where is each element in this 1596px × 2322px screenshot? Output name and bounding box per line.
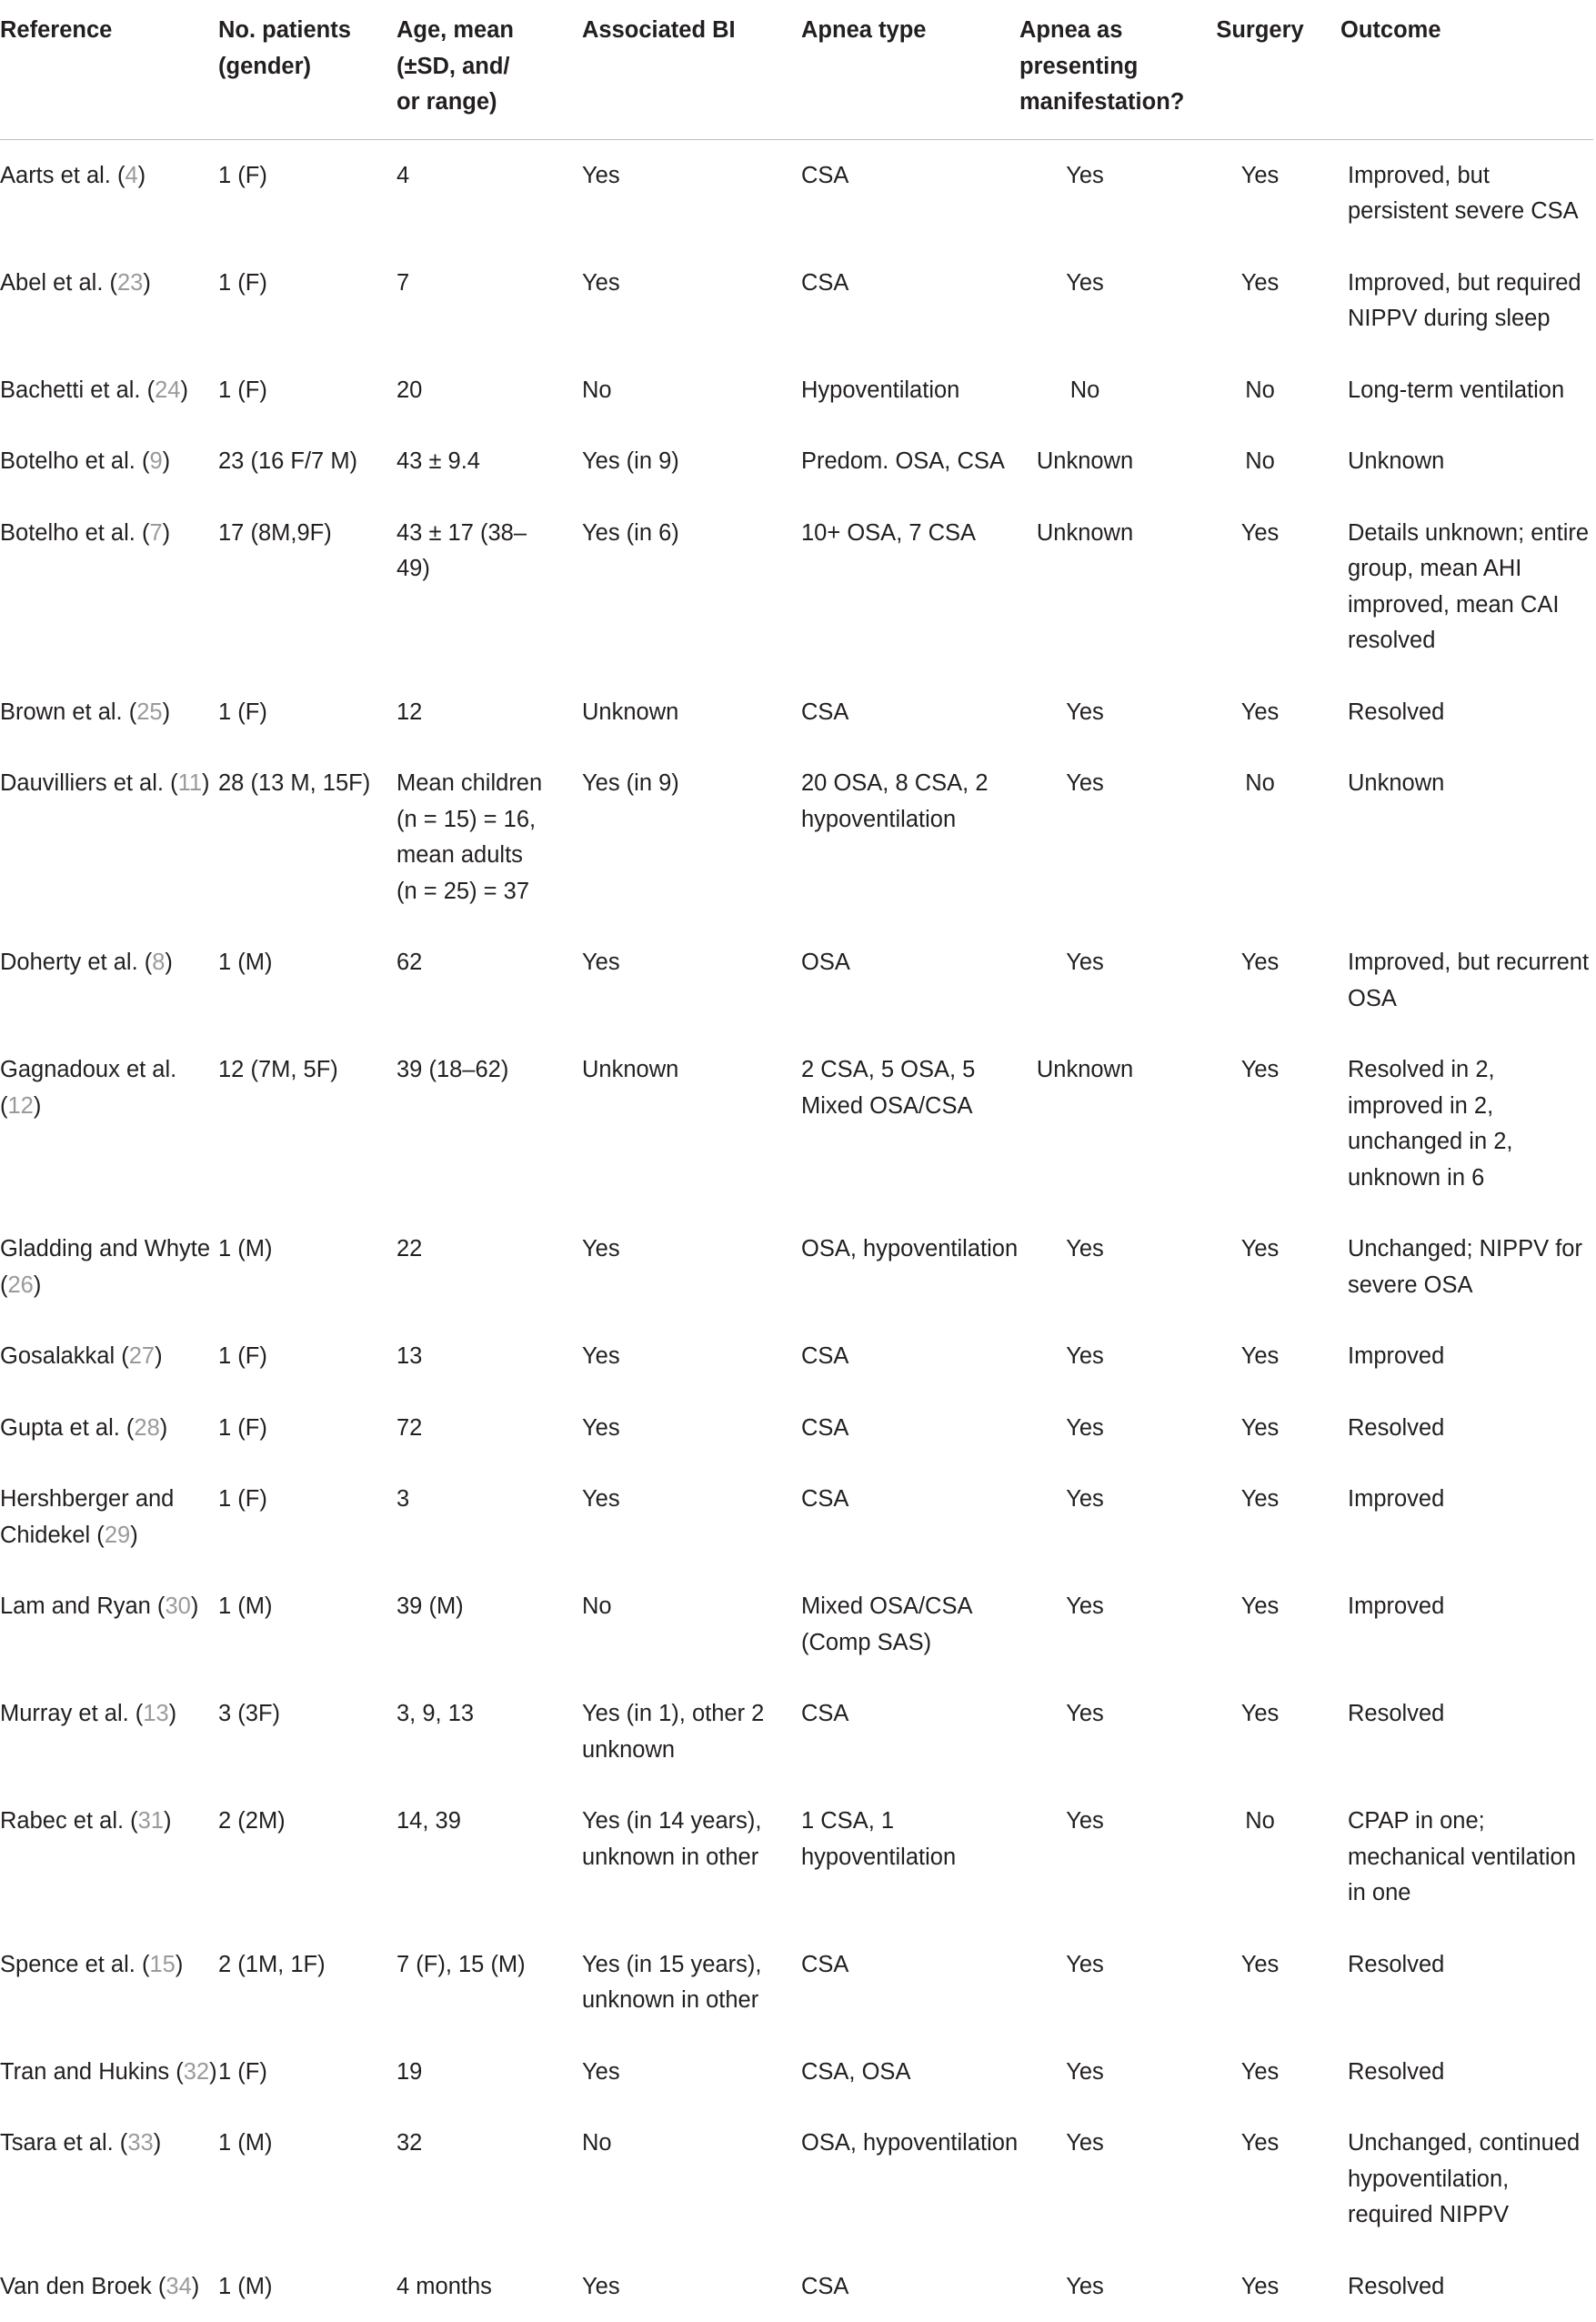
reference-citation-link[interactable]: 23 [117,270,143,296]
patients-cell: 1 (M) [218,2107,396,2251]
table-row [0,748,1593,927]
reference-author: Doherty et al. ( [0,950,152,975]
reference-cell [0,498,218,677]
associated-bi-cell: Yes [582,2036,801,2108]
surgery-cell: Yes [1179,1929,1340,2036]
outcome-cell: Resolved [1340,677,1593,749]
associated-bi-cell: Yes (in 1), other 2 unknown [582,1678,801,1785]
age-cell: Mean children (n = 15) = 16, mean adults (n = 25) = 37 [396,748,582,927]
surgery-cell: Yes [1179,677,1340,749]
presenting-cell: Yes [1019,1392,1179,1464]
age-cell: 14, 39 [396,1785,582,1929]
table-row [0,927,1593,1034]
surgery-cell: Yes [1179,1321,1340,1392]
reference-citation-link[interactable]: 7 [149,520,162,546]
presenting-cell: Yes [1019,1571,1179,1678]
reference-author: Spence et al. ( [0,1952,149,1977]
outcome-cell: Improved, but recurrent OSA [1340,927,1593,1034]
surgery-cell: Yes [1179,139,1340,247]
reference-cell [0,1463,218,1571]
surgery-cell: Yes [1179,927,1340,1034]
apnea-type-cell: 1 CSA, 1 hypoventilation [801,1785,1019,1929]
outcome-cell: Resolved [1340,2251,1593,2322]
patients-cell: 1 (F) [218,1321,396,1392]
header-surgery: Surgery [1179,0,1340,139]
reference-close-paren: ) [209,2059,217,2085]
age-cell: 22 [396,1213,582,1321]
associated-bi-cell: Yes [582,1321,801,1392]
associated-bi-cell: Yes [582,1213,801,1321]
surgery-cell: Yes [1179,1463,1340,1571]
table-row [0,2251,1593,2322]
age-cell: 43 ± 17 (38–49) [396,498,582,677]
presenting-cell: No [1019,355,1179,427]
reference-citation-link[interactable]: 32 [184,2059,209,2085]
reference-citation-link[interactable]: 24 [155,377,180,403]
table-row [0,1929,1593,2036]
surgery-cell: No [1179,748,1340,927]
presenting-cell: Yes [1019,2251,1179,2322]
table-row [0,1463,1593,1571]
apnea-type-cell: CSA, OSA [801,2036,1019,2108]
reference-cell [0,2036,218,2108]
presenting-cell: Yes [1019,1929,1179,2036]
reference-close-paren: ) [192,2274,200,2299]
patients-cell: 1 (F) [218,1392,396,1464]
outcome-cell: Resolved [1340,1678,1593,1785]
reference-author: Van den Broek ( [0,2274,166,2299]
associated-bi-cell: No [582,1571,801,1678]
age-cell: 62 [396,927,582,1034]
patients-cell: 1 (F) [218,2036,396,2108]
table-row [0,1392,1593,1464]
presenting-cell: Yes [1019,748,1179,927]
reference-author: Bachetti et al. ( [0,377,155,403]
reference-cell [0,247,218,355]
header-patients: No. patients (gender) [218,0,396,139]
table-row [0,1678,1593,1785]
reference-close-paren: ) [160,1415,168,1441]
presenting-cell: Yes [1019,139,1179,247]
reference-author: Botelho et al. ( [0,448,149,474]
reference-citation-link[interactable]: 13 [143,1701,168,1726]
apnea-type-cell: 10+ OSA, 7 CSA [801,498,1019,677]
reference-close-paren: ) [138,163,146,188]
reference-citation-link[interactable]: 30 [165,1593,190,1619]
surgery-cell: Yes [1179,1034,1340,1213]
reference-citation-link[interactable]: 26 [8,1272,34,1298]
associated-bi-cell: Yes [582,139,801,247]
apnea-type-cell: 20 OSA, 8 CSA, 2 hypoventilation [801,748,1019,927]
reference-citation-link[interactable]: 27 [129,1343,155,1369]
table-row [0,2036,1593,2108]
reference-citation-link[interactable]: 28 [134,1415,159,1441]
age-cell: 4 [396,139,582,247]
table-row [0,1213,1593,1321]
presenting-cell: Yes [1019,1463,1179,1571]
patients-cell: 1 (M) [218,927,396,1034]
patients-cell: 3 (3F) [218,1678,396,1785]
surgery-cell: Yes [1179,1213,1340,1321]
header-apnea-type: Apnea type [801,0,1019,139]
reference-citation-link[interactable]: 29 [105,1523,130,1548]
reference-cell [0,927,218,1034]
table-row [0,1321,1593,1392]
reference-author: Murray et al. ( [0,1701,143,1726]
header-associated-bi: Associated BI [582,0,801,139]
reference-close-paren: ) [155,1343,163,1369]
reference-author: Lam and Ryan ( [0,1593,165,1619]
patients-cell: 1 (M) [218,1213,396,1321]
age-cell: 32 [396,2107,582,2251]
associated-bi-cell: Yes [582,927,801,1034]
outcome-cell: Unchanged; NIPPV for severe OSA [1340,1213,1593,1321]
outcome-cell: CPAP in one; mechanical ventilation in one [1340,1785,1593,1929]
reference-close-paren: ) [34,1093,42,1119]
patients-cell: 1 (F) [218,677,396,749]
reference-cell [0,1392,218,1464]
associated-bi-cell: Unknown [582,677,801,749]
surgery-cell: No [1179,1785,1340,1929]
apnea-type-cell: Mixed OSA/CSA (Comp SAS) [801,1571,1019,1678]
reference-cell [0,1321,218,1392]
surgery-cell: No [1179,355,1340,427]
presenting-cell: Yes [1019,1213,1179,1321]
reference-author: Gagnadoux et al. ( [0,1057,176,1119]
reference-close-paren: ) [164,1808,172,1834]
reference-author: Abel et al. ( [0,270,117,296]
outcome-cell: Long-term ventilation [1340,355,1593,427]
presenting-cell: Yes [1019,677,1179,749]
reference-citation-link[interactable]: 31 [138,1808,164,1834]
outcome-cell: Improved [1340,1571,1593,1678]
associated-bi-cell: Yes [582,1463,801,1571]
reference-author: Gosalakkal ( [0,1343,129,1369]
reference-citation-link[interactable]: 33 [127,2130,153,2156]
presenting-cell: Unknown [1019,498,1179,677]
reference-author: Aarts et al. ( [0,163,125,188]
outcome-cell: Unchanged, continued hypoventilation, required NIPPV [1340,2107,1593,2251]
reference-author: Tsara et al. ( [0,2130,127,2156]
table-row [0,677,1593,749]
age-cell: 72 [396,1392,582,1464]
outcome-cell: Improved, but required NIPPV during sleep [1340,247,1593,355]
patients-cell: 2 (2M) [218,1785,396,1929]
reference-citation-link[interactable]: 9 [149,448,162,474]
patients-cell: 1 (F) [218,247,396,355]
patients-cell: 2 (1M, 1F) [218,1929,396,2036]
presenting-cell: Yes [1019,927,1179,1034]
age-cell: 13 [396,1321,582,1392]
presenting-cell: Yes [1019,1678,1179,1785]
associated-bi-cell: Yes (in 9) [582,426,801,498]
presenting-cell: Unknown [1019,1034,1179,1213]
reference-close-paren: ) [180,377,188,403]
reference-cell [0,2251,218,2322]
presenting-cell: Yes [1019,1321,1179,1392]
reference-author: Dauvilliers et al. ( [0,770,178,796]
outcome-cell: Resolved [1340,1929,1593,2036]
associated-bi-cell: Yes (in 15 years), unknown in other [582,1929,801,2036]
apnea-type-cell: 2 CSA, 5 OSA, 5 Mixed OSA/CSA [801,1034,1019,1213]
surgery-cell: Yes [1179,2036,1340,2108]
age-cell: 39 (M) [396,1571,582,1678]
patients-cell: 1 (F) [218,139,396,247]
patients-cell: 17 (8M,9F) [218,498,396,677]
reference-citation-link[interactable]: 34 [166,2274,191,2299]
apnea-type-cell: Hypoventilation [801,355,1019,427]
patients-cell: 28 (13 M, 15F) [218,748,396,927]
reference-author: Tran and Hukins ( [0,2059,184,2085]
table-row [0,498,1593,677]
age-cell: 12 [396,677,582,749]
patients-cell: 1 (F) [218,1463,396,1571]
associated-bi-cell: Yes [582,247,801,355]
table-row [0,355,1593,427]
table-row [0,426,1593,498]
presenting-cell: Yes [1019,2036,1179,2108]
table-row [0,247,1593,355]
reference-cell [0,1929,218,2036]
reference-cell [0,1213,218,1321]
reference-cell [0,355,218,427]
table-row [0,139,1593,247]
table-row [0,1034,1593,1213]
table-row [0,1571,1593,1678]
apnea-type-cell: CSA [801,1321,1019,1392]
patients-cell: 1 (M) [218,1571,396,1678]
reference-citation-link[interactable]: 15 [149,1952,175,1977]
reference-close-paren: ) [163,699,171,725]
reference-citation-link[interactable]: 12 [8,1093,34,1119]
outcome-cell: Resolved in 2, improved in 2, unchanged in 2, unknown in 6 [1340,1034,1593,1213]
age-cell: 43 ± 9.4 [396,426,582,498]
patients-cell: 23 (16 F/7 M) [218,426,396,498]
apnea-type-cell: CSA [801,139,1019,247]
reference-cell [0,1678,218,1785]
age-cell: 3, 9, 13 [396,1678,582,1785]
presenting-cell: Yes [1019,247,1179,355]
surgery-cell: Yes [1179,2107,1340,2251]
age-cell: 4 months [396,2251,582,2322]
reference-citation-link[interactable]: 4 [125,163,137,188]
age-cell: 20 [396,355,582,427]
reference-author: Botelho et al. ( [0,520,149,546]
surgery-cell: Yes [1179,1571,1340,1678]
header-outcome: Outcome [1340,0,1593,139]
header-row [0,0,1593,139]
associated-bi-cell: No [582,2107,801,2251]
outcome-cell: Resolved [1340,1392,1593,1464]
reference-author: Gupta et al. ( [0,1415,134,1441]
reference-close-paren: ) [191,1593,199,1619]
surgery-cell: No [1179,426,1340,498]
reference-cell [0,1785,218,1929]
reference-citation-link[interactable]: 11 [178,770,202,796]
apnea-type-cell: CSA [801,1463,1019,1571]
associated-bi-cell: Yes [582,2251,801,2322]
associated-bi-cell: Yes (in 9) [582,748,801,927]
associated-bi-cell: Unknown [582,1034,801,1213]
reference-author: Brown et al. ( [0,699,136,725]
surgery-cell: Yes [1179,498,1340,677]
reference-close-paren: ) [165,950,173,975]
outcome-cell: Unknown [1340,426,1593,498]
apnea-type-cell: CSA [801,247,1019,355]
reference-cell [0,748,218,927]
reference-author: Hershberger and Chidekel ( [0,1486,174,1548]
presenting-cell: Unknown [1019,426,1179,498]
apnea-type-cell: CSA [801,2251,1019,2322]
outcome-cell: Improved [1340,1321,1593,1392]
age-cell: 7 (F), 15 (M) [396,1929,582,2036]
reference-citation-link[interactable]: 8 [152,950,165,975]
apnea-type-cell: CSA [801,1678,1019,1785]
reference-cell [0,139,218,247]
age-cell: 19 [396,2036,582,2108]
reference-close-paren: ) [169,1701,177,1726]
table-row [0,2107,1593,2251]
reference-cell [0,677,218,749]
reference-close-paren: ) [163,520,171,546]
reference-cell [0,2107,218,2251]
header-age: Age, mean (±SD, and/ or range) [396,0,582,139]
patients-cell: 1 (M) [218,2251,396,2322]
header-reference: Reference [0,0,218,139]
outcome-cell: Details unknown; entire group, mean AHI improved, mean CAI resolved [1340,498,1593,677]
reference-close-paren: ) [202,770,210,796]
surgery-cell: Yes [1179,2251,1340,2322]
apnea-type-cell: OSA [801,927,1019,1034]
reference-cell [0,1034,218,1213]
apnea-type-cell: CSA [801,677,1019,749]
presenting-cell: Yes [1019,1785,1179,1929]
associated-bi-cell: Yes [582,1392,801,1464]
apnea-type-cell: OSA, hypoventilation [801,2107,1019,2251]
reference-close-paren: ) [143,270,151,296]
presenting-cell: Yes [1019,2107,1179,2251]
table-body [0,139,1593,2322]
apnea-type-cell: CSA [801,1392,1019,1464]
surgery-cell: Yes [1179,1392,1340,1464]
reference-close-paren: ) [163,448,171,474]
apnea-type-cell: OSA, hypoventilation [801,1213,1019,1321]
associated-bi-cell: Yes (in 6) [582,498,801,677]
apnea-type-cell: CSA [801,1929,1019,2036]
patients-cell: 1 (F) [218,355,396,427]
reference-close-paren: ) [130,1523,138,1548]
reference-cell [0,1571,218,1678]
outcome-cell: Resolved [1340,2036,1593,2108]
table-row [0,1785,1593,1929]
outcome-cell: Improved, but persistent severe CSA [1340,139,1593,247]
outcome-cell: Improved [1340,1463,1593,1571]
reference-close-paren: ) [176,1952,184,1977]
surgery-cell: Yes [1179,247,1340,355]
associated-bi-cell: Yes (in 14 years), unknown in other [582,1785,801,1929]
surgery-cell: Yes [1179,1678,1340,1785]
apnea-type-cell: Predom. OSA, CSA [801,426,1019,498]
reference-author: Rabec et al. ( [0,1808,138,1834]
associated-bi-cell: No [582,355,801,427]
outcome-cell: Unknown [1340,748,1593,927]
age-cell: 3 [396,1463,582,1571]
reference-cell [0,426,218,498]
age-cell: 39 (18–62) [396,1034,582,1213]
reference-author: Gladding and Whyte ( [0,1236,210,1298]
reference-close-paren: ) [154,2130,162,2156]
age-cell: 7 [396,247,582,355]
reference-citation-link[interactable]: 25 [136,699,162,725]
header-presenting: Apnea as presenting manifestation? [1019,0,1179,139]
reference-close-paren: ) [34,1272,42,1298]
patients-cell: 12 (7M, 5F) [218,1034,396,1213]
